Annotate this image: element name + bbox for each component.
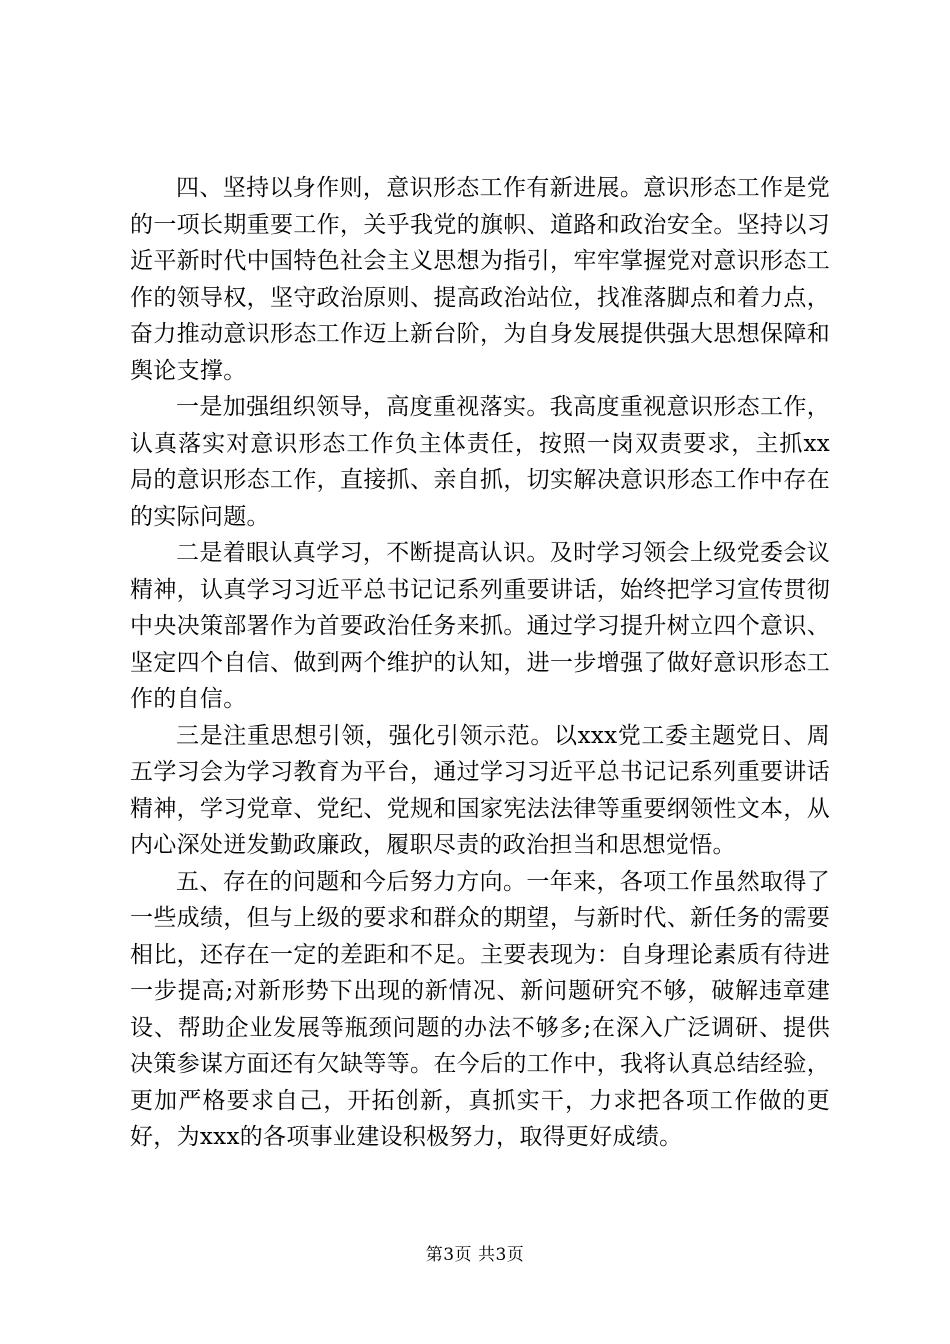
document-body [130,170,830,1156]
paragraph-study: 二是着眼认真学习，不断提高认识。及时学习领会上级党委会议精神，认真学习习近平总书记记系列重要讲话，始终把学习宣传贯彻中央决策部署作为首要政治任务来抓。通过学习提升树立四个意识、坚定四个自信、做到两个维护的认知，进一步增强了做好意识形态工作的自信。 [130,540,830,712]
paragraph-organization-leadership: 一是加强组织领导，高度重视落实。我高度重视意识形态工作，认真落实对意识形态工作负主体责任，按照一岗双责要求，主抓xx局的意识形态工作，直接抓、亲自抓，切实解决意识形态工作中存在的实际问题。 [130,394,830,530]
paragraph-problems-direction: 五、存在的问题和今后努力方向。一年来，各项工作虽然取得了一些成绩，但与上级的要求和群众的期望，与新时代、新任务的需要相比，还存在一定的差距和不足。主要表现为：自身理论素质有待进一步提高;对新形势下出现的新情况、新问题研究不够，破解违章建设、帮助企业发展等瓶颈问题的办法不够多;在深入广泛调研、提供决策参谋方面还有欠缺等等。在今后的工作中，我将认真总结经验，更加严格要求自己，开拓创新，真抓实干，力求把各项工作做的更好，为xxx的各项事业建设积极努力，取得更好成绩。 [130,868,830,1150]
paragraph-thought-guidance: 三是注重思想引领，强化引领示范。以xxx党工委主题党日、周五学习会为学习教育为平台，通过学习习近平总书记记系列重要讲话精神，学习党章、党纪、党规和国家宪法法律等重要纲领性文本，从内心深处迸发勤政廉政，履职尽责的政治担当和思想觉悟。 [130,722,830,858]
paragraph-ideology-progress: 四、坚持以身作则，意识形态工作有新进展。意识形态工作是党的一项长期重要工作，关乎我党的旗帜、道路和政治安全。坚持以习近平新时代中国特色社会主义思想为指引，牢牢掌握党对意识形态工作的领导权，坚守政治原则、提高政治站位，找准落脚点和着力点，奋力推动意识形态工作迈上新台阶，为自身发展提供强大思想保障和舆论支撑。 [130,175,830,384]
page-footer: 第3页 共3页 [425,1245,525,1265]
